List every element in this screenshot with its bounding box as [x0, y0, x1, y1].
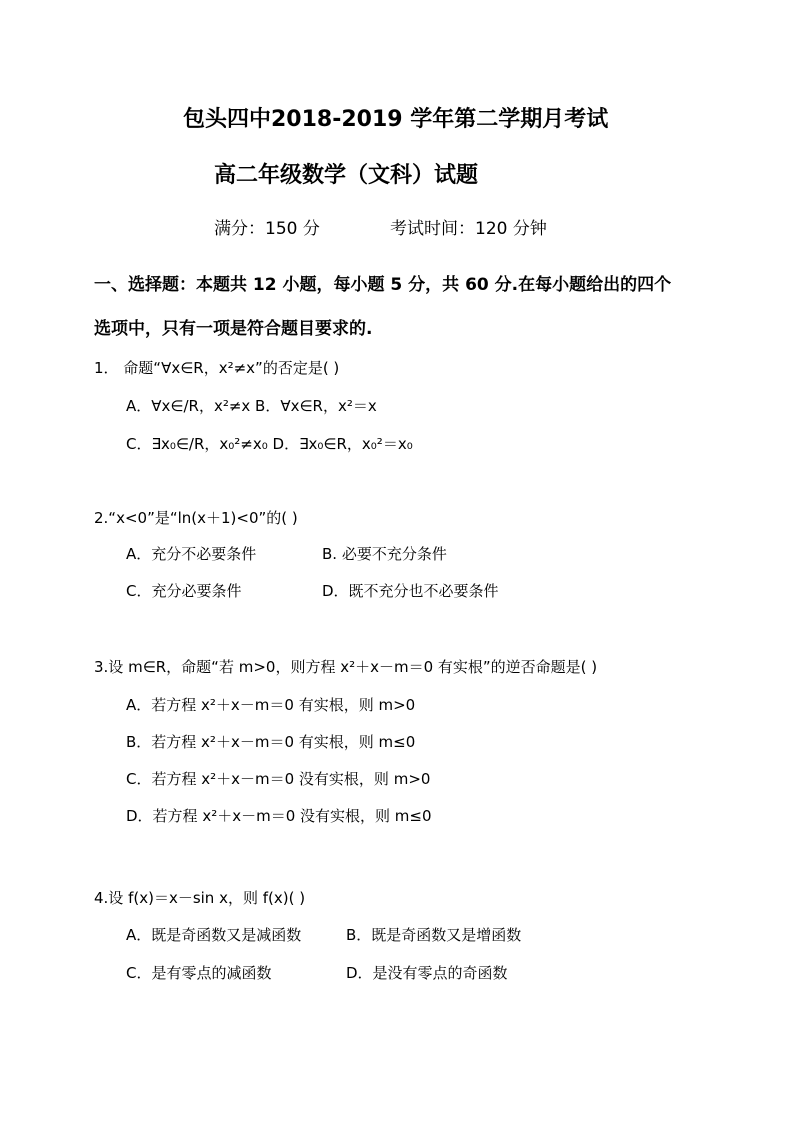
question-4-option-d: D．是没有零点的奇函数	[346, 964, 508, 982]
section-heading-line1: 一、选择题：本题共 12 小题，每小题 5 分，共 60 分.在每小题给出的四个	[94, 275, 672, 295]
question-3-stem: 3.设 m∈R，命题“若 m>0，则方程 x²＋x－m＝0 有实根”的逆否命题是( )	[94, 658, 598, 676]
question-1-options-row2: C．∃x₀∈/R，x₀²≠x₀ D．∃x₀∈R，x₀²＝x₀	[126, 435, 413, 453]
question-2-option-a: A．充分不必要条件	[126, 545, 257, 563]
question-1-stem: 1． 命题“∀x∈R，x²≠x”的否定是( )	[94, 359, 340, 377]
exam-time: 考试时间：120 分钟	[390, 219, 547, 239]
question-4-option-a: A．既是奇函数又是减函数	[126, 926, 302, 944]
exam-subtitle: 高二年级数学（文科）试题	[214, 163, 479, 188]
section-heading-line2: 选项中，只有一项是符合题目要求的.	[94, 319, 373, 339]
question-4-option-b: B．既是奇函数又是增函数	[346, 926, 522, 944]
question-2-option-d: D．既不充分也不必要条件	[322, 582, 499, 600]
question-2-option-c: C．充分必要条件	[126, 582, 242, 600]
question-3-option-d: D．若方程 x²＋x－m＝0 没有实根，则 m≤0	[126, 807, 432, 825]
question-2-stem: 2.“x<0”是“ln(x＋1)<0”的( )	[94, 509, 298, 527]
question-4-stem: 4.设 f(x)＝x－sin x，则 f(x)( )	[94, 889, 306, 907]
exam-title: 包头四中2018-2019 学年第二学期月考试	[183, 107, 609, 132]
question-1-options-row1: A．∀x∈/R，x²≠x B．∀x∈R，x²＝x	[126, 397, 377, 415]
full-score: 满分：150 分	[214, 219, 320, 239]
question-3-option-a: A．若方程 x²＋x－m＝0 有实根，则 m>0	[126, 696, 416, 714]
question-3-option-c: C．若方程 x²＋x－m＝0 没有实根，则 m>0	[126, 770, 431, 788]
question-2-option-b: B. 必要不充分条件	[322, 545, 447, 563]
question-4-option-c: C．是有零点的减函数	[126, 964, 272, 982]
question-3-option-b: B．若方程 x²＋x－m＝0 有实根，则 m≤0	[126, 733, 416, 751]
